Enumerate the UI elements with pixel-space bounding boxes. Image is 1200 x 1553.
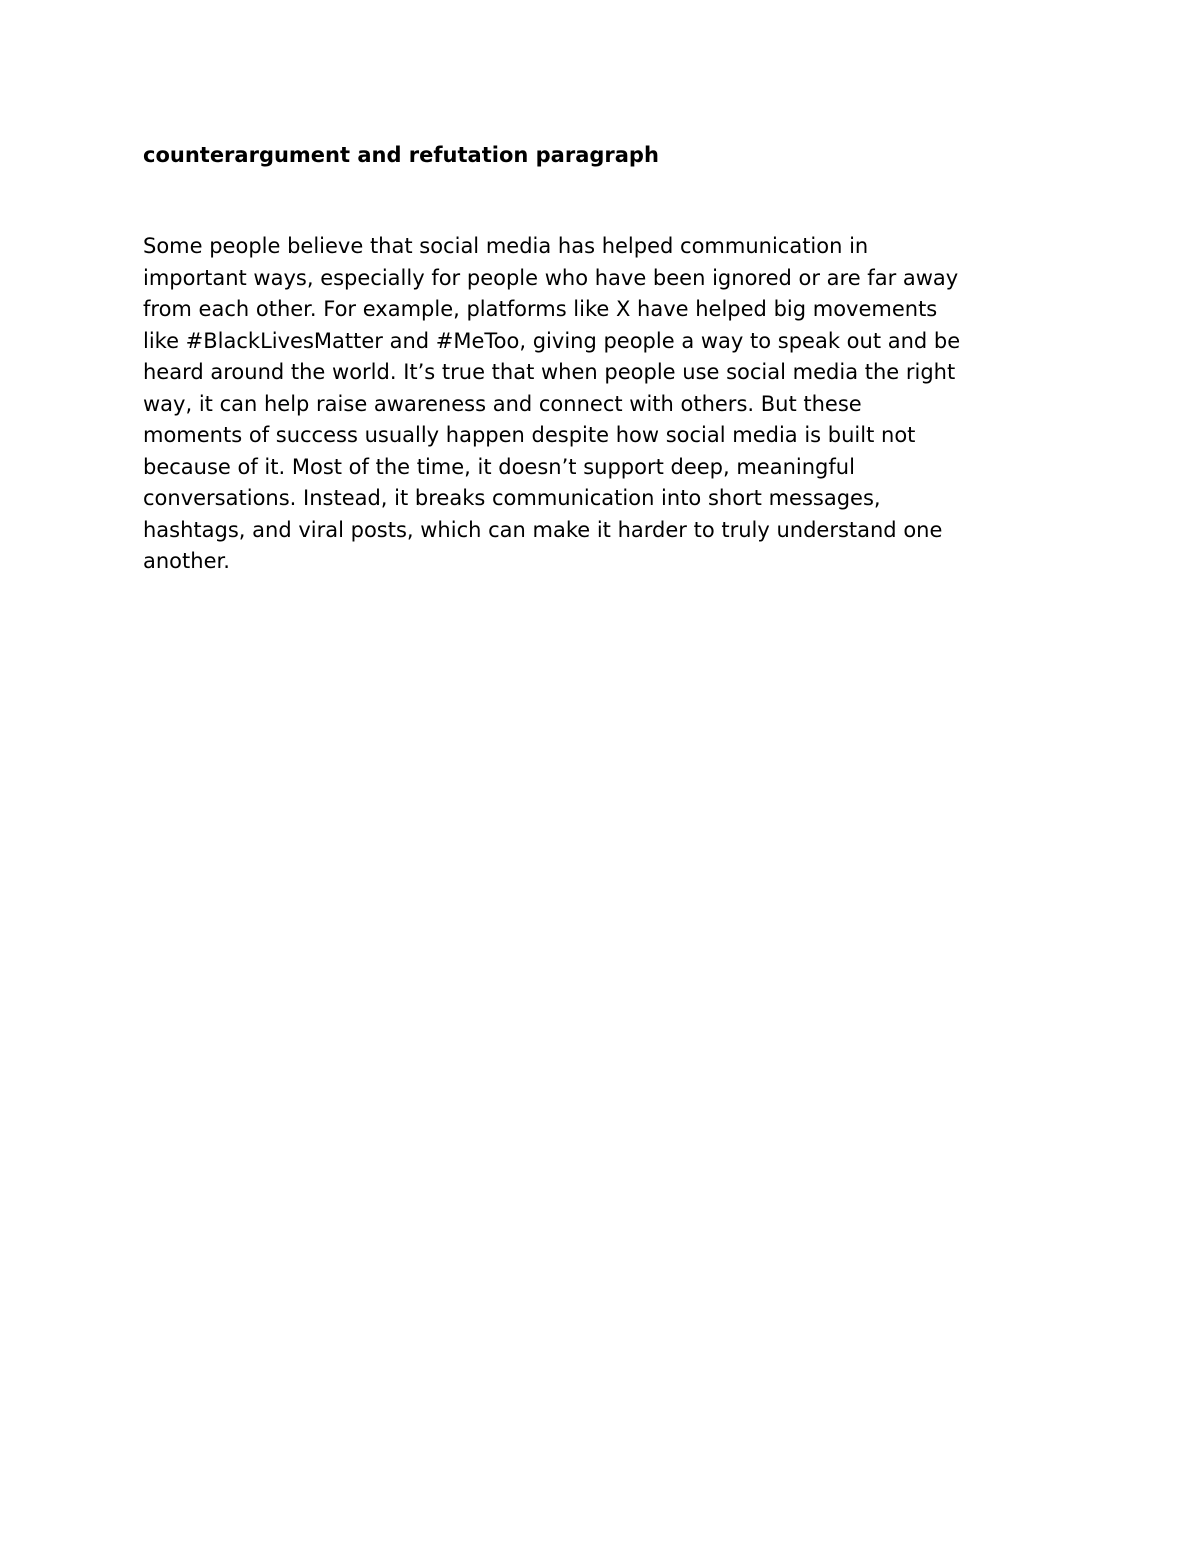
paragraph-line: way, it can help raise awareness and connect with others. But these xyxy=(143,391,862,416)
paragraph-line: another. xyxy=(143,549,230,573)
document-heading: counterargument and refutation paragraph xyxy=(143,143,659,167)
paragraph-line: from each other. For example, platforms like X have helped big movements xyxy=(143,297,938,321)
paragraph-line: hashtags, and viral posts, which can make it harder to truly understand one xyxy=(143,517,943,542)
paragraph-line: heard around the world. It’s true that when people use social media the right xyxy=(143,360,956,384)
paragraph-line: because of it. Most of the time, it doesn’t support deep, meaningful xyxy=(143,454,855,479)
paragraph-line: important ways, especially for people who have been ignored or are far away xyxy=(143,265,959,290)
body-paragraph xyxy=(143,231,1073,578)
paragraph-line: moments of success usually happen despite how social media is built not xyxy=(143,423,916,447)
paragraph-line: conversations. Instead, it breaks communication into short messages, xyxy=(143,486,881,510)
paragraph-line: Some people believe that social media has helped communication in xyxy=(143,234,869,258)
paragraph-line: like #BlackLivesMatter and #MeToo, giving people a way to speak out and be xyxy=(143,328,961,353)
document-content xyxy=(143,138,1073,578)
